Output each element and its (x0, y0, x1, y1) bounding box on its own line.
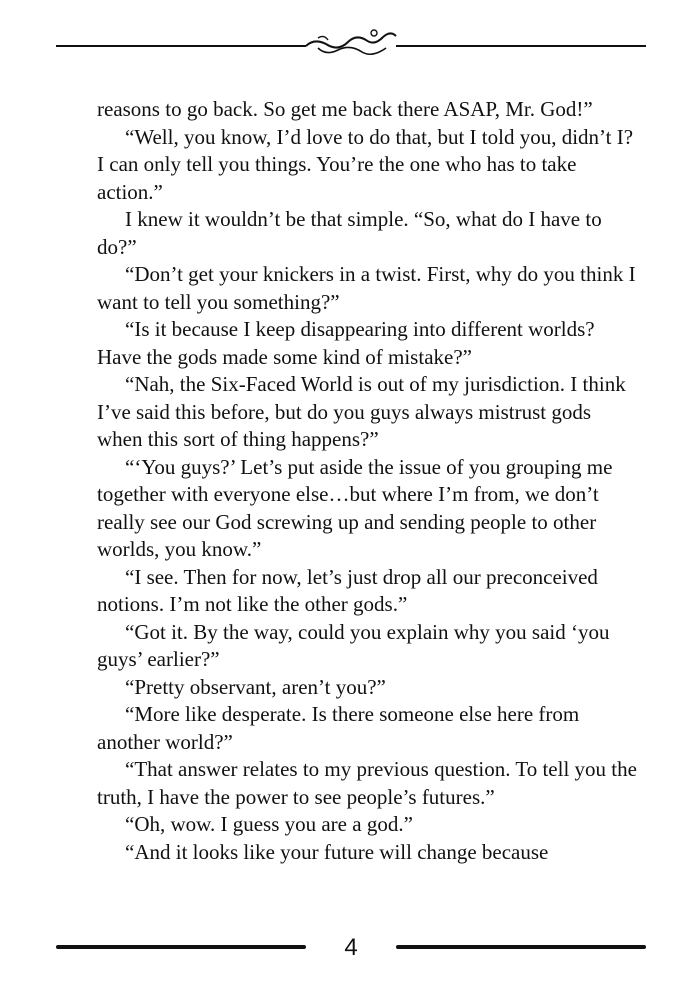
paragraph: “Nah, the Six-Faced World is out of my jurisdiction. I think I’ve said this before, but do you guys always mistrust gods when this sort of thing happens?” (97, 372, 626, 451)
paragraph: “Oh, wow. I guess you are a god.” (125, 812, 413, 836)
paragraph: “‘You guys?’ Let’s put aside the issue of you grouping me together with everyone else…but where I’m from, we don’t really see our God screwing up and sending people to other worlds, you know.” (97, 454, 613, 561)
paragraph: “Is it because I keep disappearing into different worlds? Have the gods made some kind of mistake?” (97, 317, 595, 369)
page-footer (56, 930, 646, 966)
paragraph: “Got it. By the way, could you explain why you said ‘you guys’ earlier?” (97, 619, 610, 671)
header-ornament (56, 24, 646, 64)
footer-rule-right (396, 945, 646, 949)
paragraph: reasons to go back. So get me back there ASAP, Mr. God!” (97, 97, 593, 121)
page-number: 4 (344, 934, 358, 961)
paragraph: “Pretty observant, aren’t you?” (125, 674, 386, 699)
paragraph: “That answer relates to my previous question. To tell you the truth, I have the power to see people’s futures.” (97, 757, 637, 809)
flourish-ornament-icon (56, 24, 646, 64)
paragraph: “Well, you know, I’d love to do that, but I told you, didn’t I? I can only tell you things. You’re the one who has to take action.” (97, 124, 634, 204)
paragraph: I knew it wouldn’t be that simple. “So, what do I have to do?” (97, 207, 602, 259)
paragraph: “More like desperate. Is there someone else here from another world?” (97, 702, 580, 754)
paragraph: “I see. Then for now, let’s just drop all our preconceived notions. I’m not like the other gods.” (97, 564, 598, 616)
paragraph: “And it looks like your future will change because (125, 839, 549, 864)
paragraph: “Don’t get your knickers in a twist. First, why do you think I want to tell you something?” (97, 262, 636, 314)
page-text (97, 96, 637, 866)
